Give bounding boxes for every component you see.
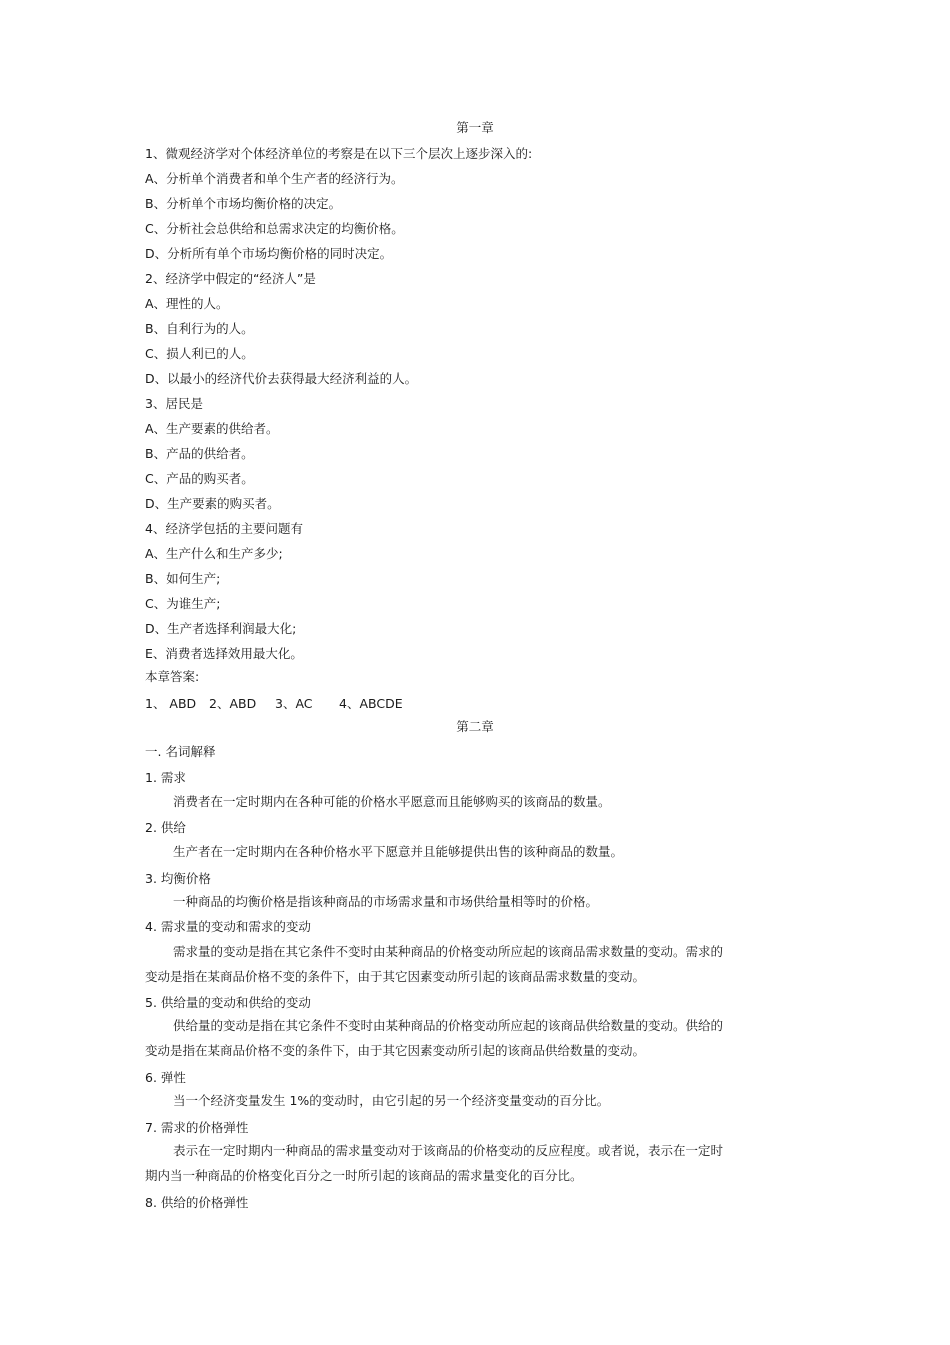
q1-option-c: C、分析社会总供给和总需求决定的均衡价格。 <box>145 221 404 236</box>
term-4: 4. 需求量的变动和需求的变动 <box>145 919 311 934</box>
term-1: 1. 需求 <box>145 770 186 785</box>
q1-option-a: A、分析单个消费者和单个生产者的经济行为。 <box>145 171 404 186</box>
term-3: 3. 均衡价格 <box>145 871 211 886</box>
q4-option-e: E、消费者选择效用最大化。 <box>145 646 303 661</box>
question-3: 3、居民是 <box>145 396 203 411</box>
question-4: 4、经济学包括的主要问题有 <box>145 521 303 536</box>
answer-3: 3、AC <box>275 696 313 711</box>
term-2: 2. 供给 <box>145 820 186 835</box>
q4-option-d: D、生产者选择利润最大化; <box>145 621 297 636</box>
answer-1: 1、 ABD <box>145 696 197 711</box>
q3-option-b: B、产品的供给者。 <box>145 446 254 461</box>
term-7: 7. 需求的价格弹性 <box>145 1120 249 1135</box>
q2-option-c: C、损人利已的人。 <box>145 346 254 361</box>
term-4-definition-line-2: 变动是指在某商品价格不变的条件下，由于其它因素变动所引起的该商品需求数量的变动。 <box>145 969 646 984</box>
term-5-definition-line-2: 变动是指在某商品价格不变的条件下，由于其它因素变动所引起的该商品供给数量的变动。 <box>145 1043 646 1058</box>
q2-option-b: B、自利行为的人。 <box>145 321 254 336</box>
term-6-definition: 当一个经济变量发生 1%的变动时，由它引起的另一个经济变量变动的百分比。 <box>173 1093 610 1108</box>
q2-option-d: D、以最小的经济代价去获得最大经济利益的人。 <box>145 371 418 386</box>
chapter2-title: 第二章 <box>456 719 494 734</box>
q4-option-c: C、为谁生产; <box>145 596 221 611</box>
question-1: 1、微观经济学对个体经济单位的考察是在以下三个层次上逐步深入的: <box>145 146 533 161</box>
term-3-definition: 一种商品的均衡价格是指该种商品的市场需求量和市场供给量相等时的价格。 <box>173 894 599 909</box>
chapter1-title: 第一章 <box>456 120 494 135</box>
term-6: 6. 弹性 <box>145 1070 186 1085</box>
question-2: 2、经济学中假定的“经济人”是 <box>145 271 316 286</box>
q4-option-b: B、如何生产; <box>145 571 221 586</box>
q3-option-d: D、生产要素的购买者。 <box>145 496 280 511</box>
answer-4: 4、ABCDE <box>339 696 403 711</box>
answers-label: 本章答案: <box>145 669 200 684</box>
q3-option-c: C、产品的购买者。 <box>145 471 254 486</box>
q2-option-a: A、理性的人。 <box>145 296 229 311</box>
q4-option-a: A、生产什么和生产多少; <box>145 546 283 561</box>
q1-option-d: D、分析所有单个市场均衡价格的同时决定。 <box>145 246 393 261</box>
q3-option-a: A、生产要素的供给者。 <box>145 421 279 436</box>
section-heading: 一. 名词解释 <box>145 744 216 759</box>
term-2-definition: 生产者在一定时期内在各种价格水平下愿意并且能够提供出售的该种商品的数量。 <box>173 844 624 859</box>
term-1-definition: 消费者在一定时期内在各种可能的价格水平愿意而且能够购买的该商品的数量。 <box>173 794 611 809</box>
term-7-definition-line-1: 表示在一定时期内一种商品的需求量变动对于该商品的价格变动的反应程度。或者说，表示在一定时 <box>173 1143 724 1158</box>
term-4-definition-line-1: 需求量的变动是指在其它条件不变时由某种商品的价格变动所应起的该商品需求数量的变动。需求的 <box>173 944 724 959</box>
q1-option-b: B、分析单个市场均衡价格的决定。 <box>145 196 342 211</box>
answers-line <box>145 696 403 712</box>
term-7-definition-line-2: 期内当一种商品的价格变化百分之一时所引起的该商品的需求量变化的百分比。 <box>145 1168 583 1183</box>
term-5: 5. 供给量的变动和供给的变动 <box>145 995 311 1010</box>
answer-2: 2、ABD <box>209 696 257 711</box>
term-8: 8. 供给的价格弹性 <box>145 1195 249 1210</box>
term-5-definition-line-1: 供给量的变动是指在其它条件不变时由某种商品的价格变动所应起的该商品供给数量的变动。供给的 <box>173 1018 724 1033</box>
